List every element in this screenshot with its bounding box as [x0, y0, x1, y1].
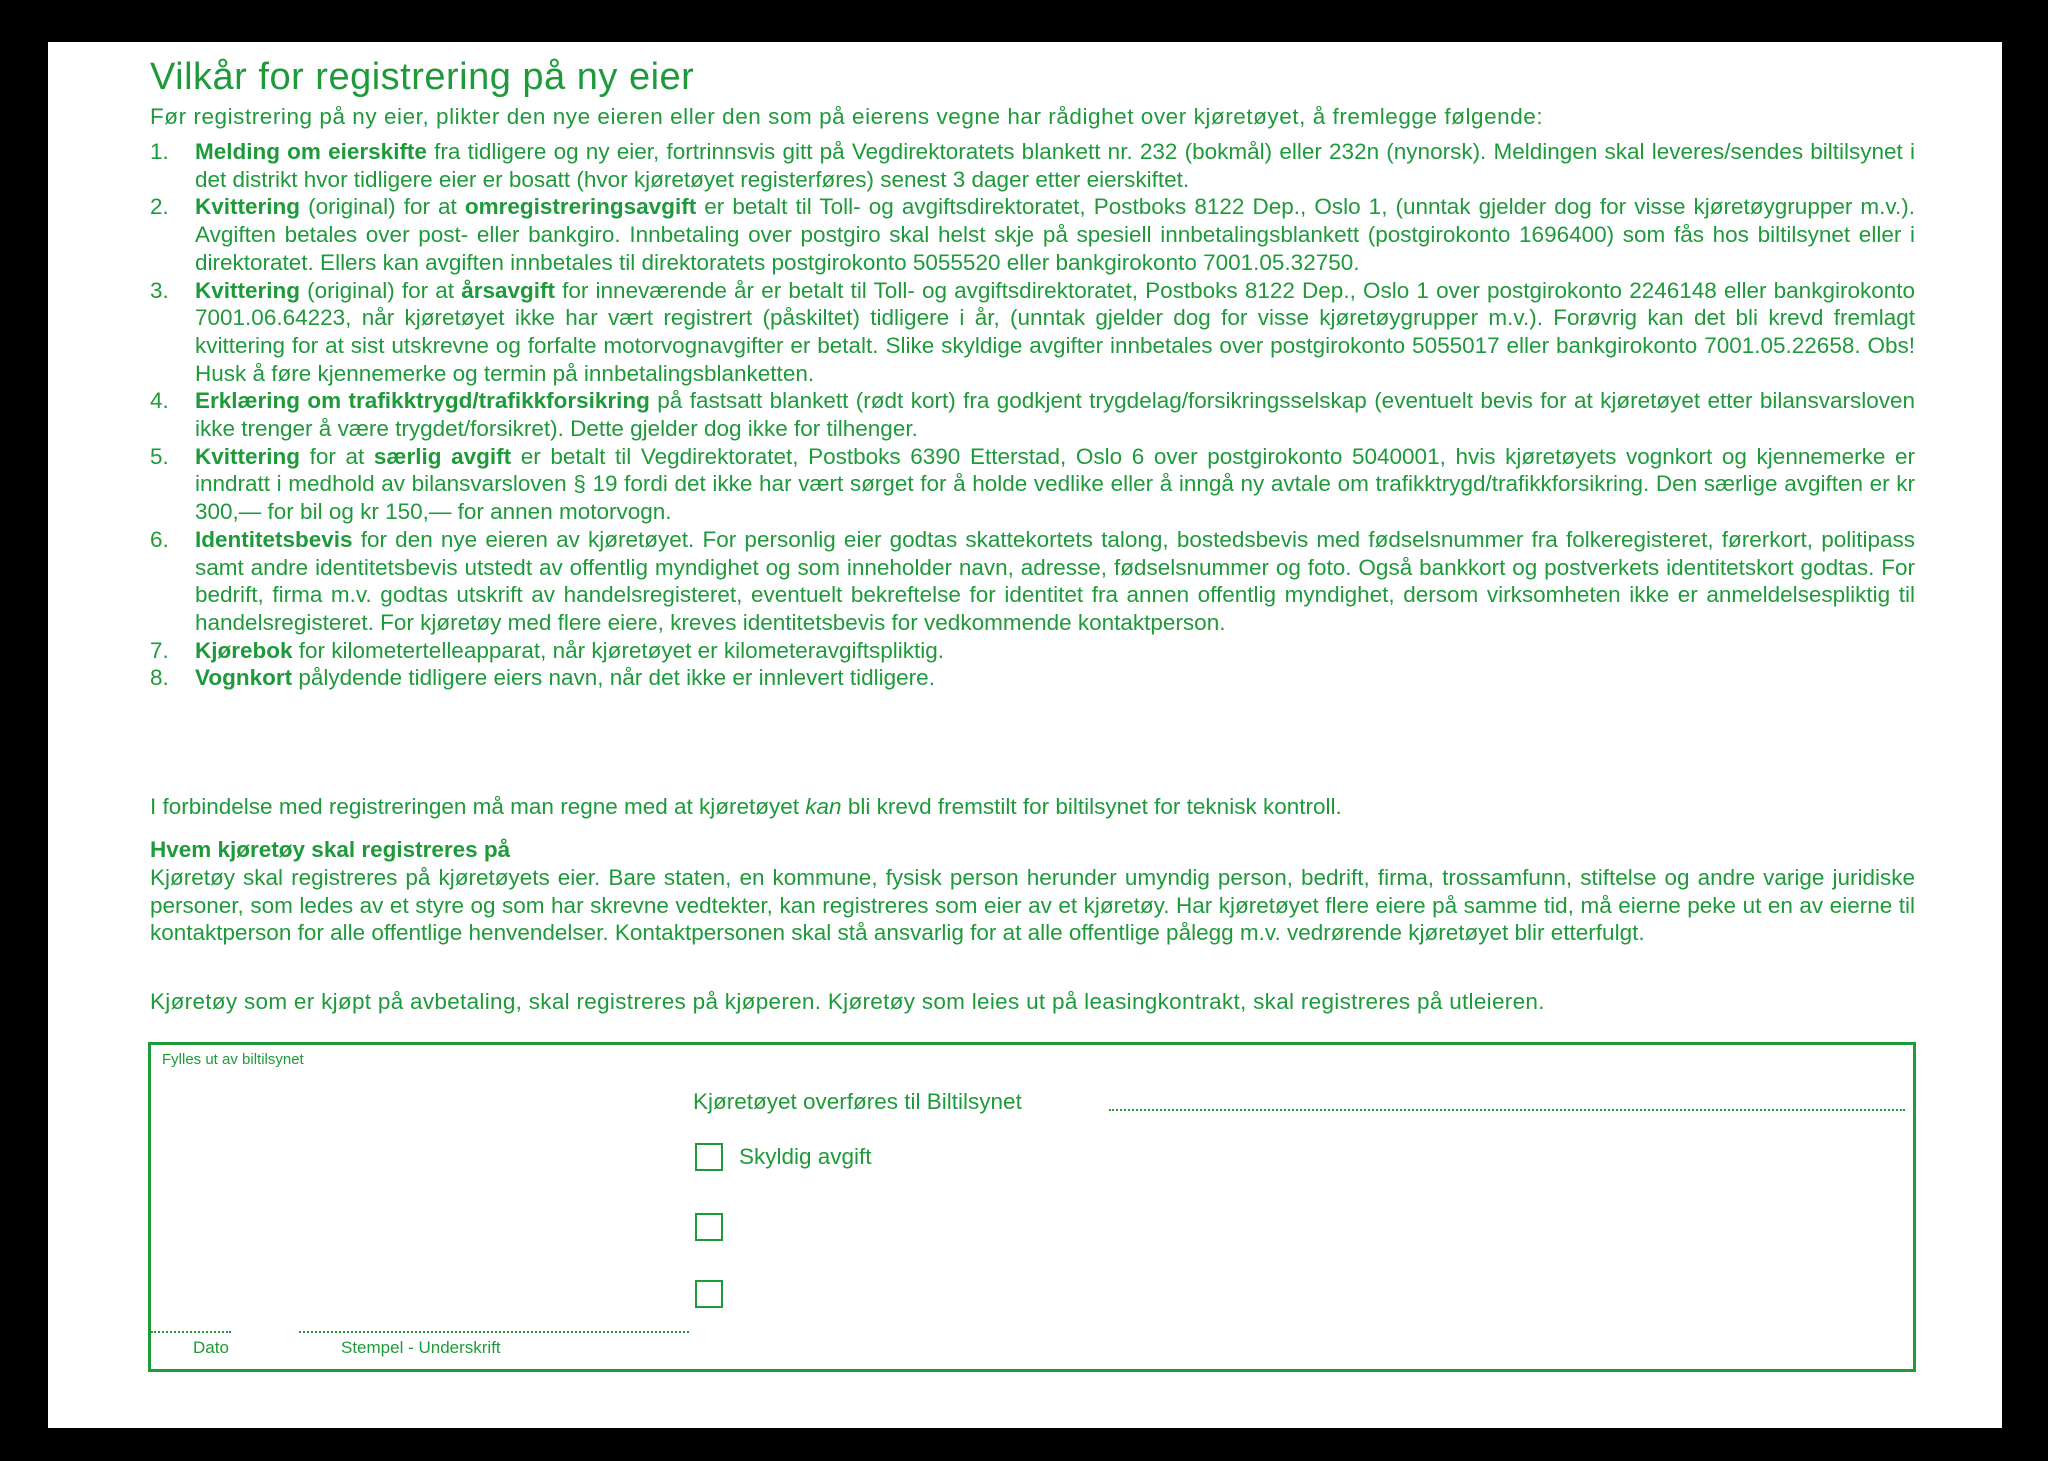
intro-text: Før registrering på ny eier, plikter den nye eieren eller den som på eierens vegne har rådighet over kjøretøyet, å fremlegge følgende: — [150, 104, 1544, 129]
list-item — [150, 277, 1915, 388]
item-text: for kilometertelleapparat, når kjøretøyet er kilometeravgiftspliktig. — [292, 637, 945, 663]
item-heading: Kvittering — [195, 277, 301, 303]
list-item — [150, 193, 1915, 276]
note-text: I forbindelse med registreringen må man regne med at kjøretøyet — [150, 794, 806, 819]
item-emphasis: omregistreringsavgift — [464, 194, 697, 220]
item-text: (original) for at — [300, 194, 465, 220]
item-text: fra tidligere og ny eier, fortrinnsvis gitt på Vegdirektoratets blankett nr. 232 (bokmål) eller 232n (nynorsk). Meldingen skal leveres/sendes biltilsynet i det distrikt hvor tidligere eier er bosatt (hvor kjøretøyet registerføres) senest 3 dager etter eierskiftet. — [195, 139, 1915, 192]
item-number: 6. — [150, 526, 169, 552]
checkbox-blank-2[interactable] — [695, 1280, 723, 1308]
item-text: på fastsatt blankett (rødt kort) fra godkjent trygdelag/forsikringsselskap (eventuelt bevis for at kjøretøyet etter bilansvarsloven ikke trenger å være trygdet/forsikret). Dette gjelder dog ikke for tilhenger. — [195, 388, 1915, 442]
office-use-box — [148, 1042, 1916, 1372]
item-emphasis: årsavgift — [461, 277, 555, 303]
item-emphasis: særlig avgift — [373, 443, 512, 469]
item-heading: Vognkort — [195, 665, 293, 691]
item-text: er betalt til Vegdirektoratet, Postboks 6390 Etterstad, Oslo 6 over postgirokonto 5040001, hvis kjøretøyets vognkort og kjennemerke er inndratt i medhold av bilansvarsloven § 19 fordi det ikke har vært sørget for å holde vedlike eller å inngå ny avtale om trafikktrygd/trafikkforsikring. Den særlige avgiften er kr 300,— for bil og kr 150,— for annen motorvogn. — [195, 443, 1916, 525]
item-text: for inneværende år er betalt til Toll- og avgiftsdirektoratet, Postboks 8122 Dep., Oslo 1 over postgirokonto 2246148 eller bankgirokonto 7001.06.64223, når kjøretøyet ikke har vært registrert (påskiltet) tidligere i år, (unntak gjelder dog for visse kjøretøygrupper m.v.). Forøvrig kan det bli krevd fremlagt kvittering for at sist utskrevne og forfalte motorvognavgifter er betalt. Slike skyldige avgifter innbetales over postgirokonto 5055017 eller bankgirokonto 7001.05.22658. Obs! Husk å føre kjennemerke og termin på innbetalingsblanketten. — [195, 277, 1915, 386]
ownership-paragraph: Kjøretøy skal registreres på kjøretøyets eier. Bare staten, en kommune, fysisk person herunder umyndig person, bedrift, firma, trossamfunn, stiftelse og andre varige juridiske personer, som ledes av et styre og som har skrevne vedtekter, kan registreres som eier av et kjøretøy. Har kjøretøyet flere eiere på samme tid, må eierne peke ut en av eierne til kontaktperson for alle offentlige henvendelser. Kontaktpersonen skal stå ansvarlig for at alle offentlige pålegg m.v. vedrørende kjøretøyet blir etterfulgt. — [150, 865, 1915, 946]
transfer-label: Kjøretøyet overføres til Biltilsynet — [693, 1089, 1022, 1114]
list-item — [150, 387, 1915, 442]
item-text: pålydende tidligere eiers navn, når det ikke er innlevert tidligere. — [292, 665, 935, 691]
checkbox-label-skyldig-avgift: Skyldig avgift — [739, 1144, 872, 1169]
list-item — [150, 526, 1915, 637]
item-number: 1. — [150, 139, 169, 164]
item-heading: Erklæring om trafikktrygd/trafikkforsikring — [195, 388, 650, 414]
checkbox-blank-1[interactable] — [695, 1213, 723, 1241]
item-text: (original) for at — [300, 277, 462, 303]
item-number: 7. — [150, 637, 169, 663]
inspection-note — [150, 794, 1342, 820]
item-number: 3. — [150, 277, 169, 303]
item-text: for den nye eieren av kjøretøyet. For personlig eier godtas skattekortets talong, bostedsbevis med fødselsnummer fra folkeregisteret, førerkort, politipass samt andre identitetsbevis utstedt av offentlig myndighet og som inneholder navn, adresse, fødselsnummer og foto. Også bankkort og postverkets identitetskort godtas. For bedrift, firma m.v. godtas utskrift av handelsregisteret, eventuelt bekreftelse for identitet fra annen offentlig myndighet, dersom virksomheten ikke er anmeldelsespliktig til handelsregisteret. For kjøretøy med flere eiere, kreves identitetsbevis for vedkommende kontaktperson. — [195, 526, 1915, 635]
list-item — [150, 637, 1915, 665]
stamp-signature-label: Stempel - Underskrift — [341, 1338, 501, 1357]
page-title: Vilkår for registrering på ny eier — [150, 56, 695, 98]
requirements-list — [150, 138, 1915, 692]
signature-dotted-line[interactable] — [299, 1331, 689, 1333]
item-number: 4. — [150, 388, 169, 414]
office-use-label: Fylles ut av biltilsynet — [162, 1051, 304, 1068]
date-label: Dato — [193, 1338, 229, 1357]
list-item — [150, 443, 1915, 526]
transfer-dotted-line[interactable] — [1109, 1109, 1905, 1111]
list-item — [150, 138, 1915, 193]
installment-paragraph: Kjøretøy som er kjøpt på avbetaling, skal registreres på kjøperen. Kjøretøy som leies ut på leasingkontrakt, skal registreres på utleieren. — [150, 989, 1545, 1014]
list-item — [150, 664, 1915, 692]
item-heading: Kvittering — [195, 443, 301, 469]
item-heading: Kjørebok — [195, 637, 293, 663]
item-text: er betalt til Toll- og avgiftsdirektoratet, Postboks 8122 Dep., Oslo 1, (unntak gjelder dog for visse kjøretøygrupper m.v.). Avgiften betales over post- eller bankgiro. Innbetaling over postgiro skal helst skje på spesiell innbetalingsblankett (postgirokonto 1696400) som fås hos biltilsynet eller i direktoratet. Ellers kan avgiften innbetales til direktoratets postgirokonto 5055520 eller bankgirokonto 7001.05.32750. — [195, 194, 1915, 275]
item-heading: Identitetsbevis — [195, 526, 353, 552]
item-number: 2. — [150, 194, 169, 220]
date-dotted-line[interactable] — [151, 1331, 231, 1333]
item-heading: Kvittering — [195, 194, 301, 220]
item-number: 5. — [150, 443, 169, 469]
item-heading: Melding om eierskifte — [195, 139, 427, 164]
checkbox-skyldig-avgift[interactable] — [695, 1143, 723, 1171]
item-text: for at — [300, 443, 374, 469]
note-emphasis: kan — [805, 794, 842, 819]
note-text: bli krevd fremstilt for biltilsynet for teknisk kontroll. — [841, 794, 1342, 819]
section-heading: Hvem kjøretøy skal registreres på — [150, 837, 511, 862]
item-number: 8. — [150, 665, 169, 691]
